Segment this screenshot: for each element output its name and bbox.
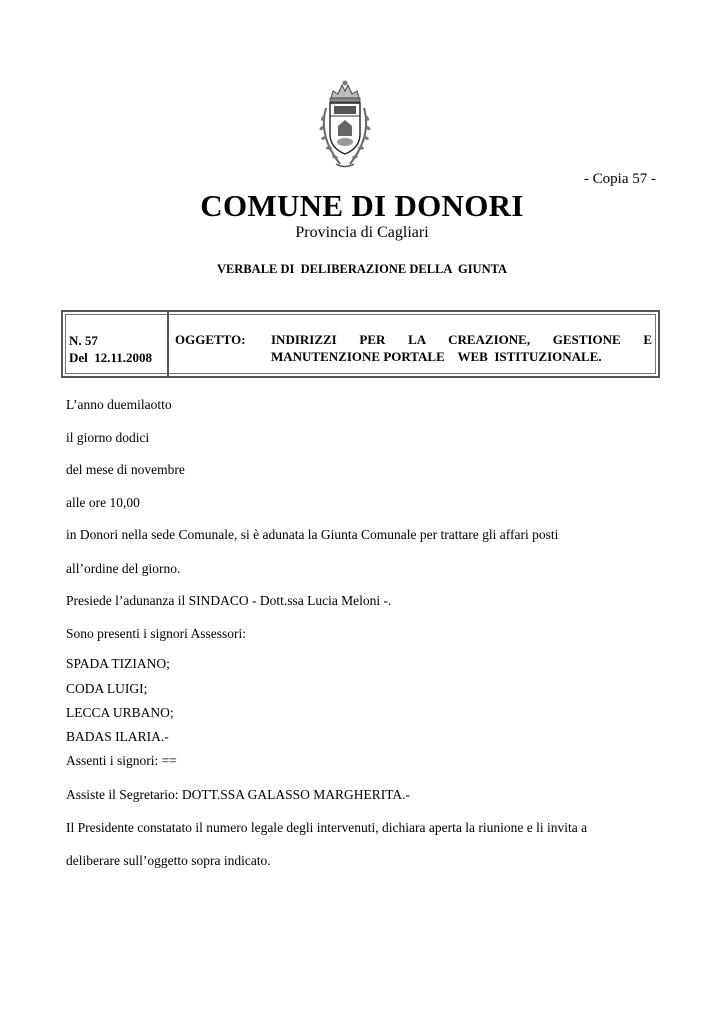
year-line: L’anno duemilaotto xyxy=(66,397,172,412)
subject-line-1: INDIRIZZI PER LA CREAZIONE, GESTIONE E xyxy=(271,332,652,347)
present-member: SPADA TIZIANO; xyxy=(66,656,170,671)
month-line: del mese di novembre xyxy=(66,462,185,477)
chair-line: Presiede l’adunanza il SINDACO - Dott.ssa Lucia Meloni -. xyxy=(66,593,392,608)
present-intro: Sono presenti i signori Assessori: xyxy=(66,626,247,641)
time-line: alle ore 10,00 xyxy=(66,495,140,510)
province-subtitle: Provincia di Cagliari xyxy=(295,224,429,241)
day-line: il giorno dodici xyxy=(66,430,150,445)
municipal-crest-icon xyxy=(312,78,378,172)
closing-line-1: Il Presidente constatato il numero legale degli intervenuti, dichiara aperta la riunione e li invita a xyxy=(66,820,588,835)
page-title: COMUNE DI DONORI xyxy=(200,188,524,223)
deliberation-number: N. 57 xyxy=(69,333,98,348)
present-member: CODA LUIGI; xyxy=(66,681,148,696)
deliberation-date: Del 12.11.2008 xyxy=(69,350,153,365)
secretary-line: Assiste il Segretario: DOTT.SSA GALASSO MARGHERITA.- xyxy=(66,787,411,802)
absent-line: Assenti i signori: == xyxy=(66,753,177,768)
document-type-heading: VERBALE DI DELIBERAZIONE DELLA GIUNTA xyxy=(216,262,508,276)
deliberation-header-box xyxy=(61,310,660,378)
subject-label: OGGETTO: xyxy=(175,332,246,347)
place-line-2: all’ordine del giorno. xyxy=(66,561,181,576)
present-member: BADAS ILARIA.- xyxy=(66,729,169,744)
copy-label: - Copia 57 - xyxy=(583,171,656,187)
place-line-1: in Donori nella sede Comunale, si è adunata la Giunta Comunale per trattare gli affari posti xyxy=(66,527,559,542)
box-divider xyxy=(167,312,169,376)
subject-line-2: MANUTENZIONE PORTALE WEB ISTITUZIONALE. xyxy=(271,349,602,364)
present-member: LECCA URBANO; xyxy=(66,705,174,720)
closing-line-2: deliberare sull’oggetto sopra indicato. xyxy=(66,853,271,868)
deliberation-number-block xyxy=(69,332,152,366)
